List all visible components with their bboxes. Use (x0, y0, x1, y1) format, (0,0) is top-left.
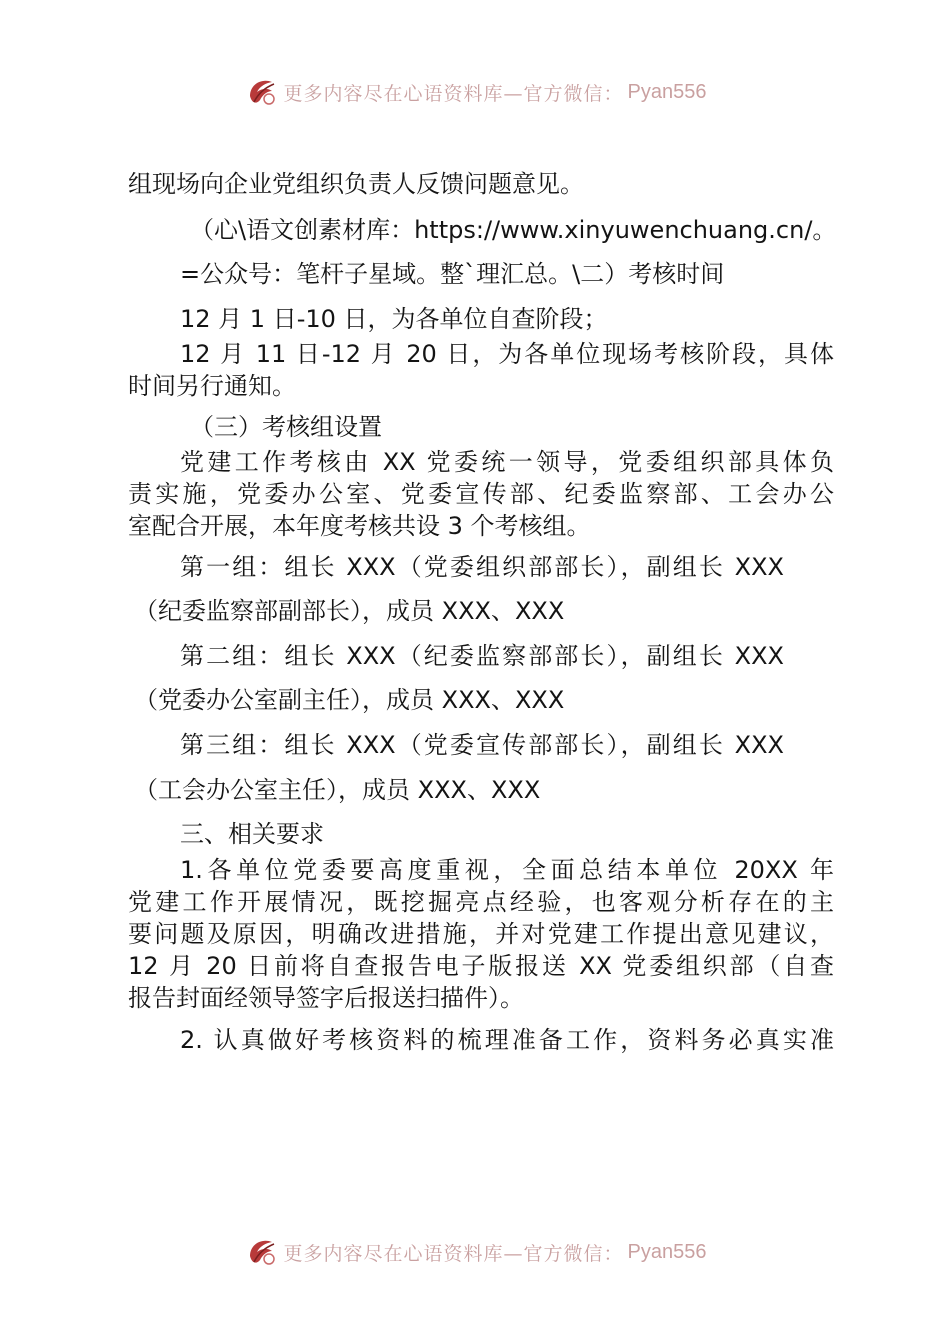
footer-watermark (0, 1232, 950, 1272)
text-line: 第二组：组长 XXX（纪委监察部部长），副组长 XXX (180, 642, 784, 670)
text-line: 要问题及原因，明确改进措施，并对党建工作提出意见建议， (128, 920, 834, 948)
text-line: 12 月 1 日-10 日，为各单位自查阶段； (180, 305, 608, 333)
text-line: 党建工作开展情况，既挖掘亮点经验，也客观分析存在的主 (128, 888, 834, 916)
text-line: 组现场向企业党组织负责人反馈问题意见。 (128, 170, 584, 198)
text-line: （纪委监察部副部长），成员 XXX、XXX (134, 597, 565, 625)
text-line: （工会办公室主任），成员 XXX、XXX (134, 776, 541, 804)
watermark-text: 更多内容尽在心语资料库—官方微信： (283, 1242, 624, 1265)
watermark-text: 更多内容尽在心语资料库—官方微信： (283, 82, 624, 105)
text-line: 报告封面经领导签字后报送扫描件）。 (128, 984, 524, 1012)
quill-swirl-icon (244, 1234, 280, 1270)
text-line: 1.各单位党委要高度重视，全面总结本单位 20XX 年 (180, 856, 834, 884)
text-line: （三）考核组设置 (190, 413, 382, 441)
text-line: 党建工作考核由 XX 党委统一领导，党委组织部具体负 (180, 448, 834, 476)
text-line: 第三组：组长 XXX（党委宣传部部长），副组长 XXX (180, 731, 784, 759)
text-line: 12 月 20 日前将自查报告电子版报送 XX 党委组织部（自查 (128, 952, 834, 980)
text-line: 室配合开展，本年度考核共设 3 个考核组。 (128, 512, 591, 540)
watermark-wechat-id: Pyan556 (627, 80, 707, 103)
text-line: 12 月 11 日-12 月 20 日，为各单位现场考核阶段，具体 (180, 340, 834, 368)
text-line: 第一组：组长 XXX（党委组织部部长），副组长 XXX (180, 553, 784, 581)
text-line: （心\语文创素材库：https://www.xinyuwenchuang.cn/。 (190, 216, 837, 244)
text-line: 时间另行通知。 (128, 372, 296, 400)
text-line: （党委办公室副主任），成员 XXX、XXX (134, 686, 565, 714)
watermark-wechat-id: Pyan556 (627, 1240, 707, 1263)
section-heading: 三、相关要求 (180, 820, 324, 848)
text-line: =公众号：笔杆子星域。整`理汇总。\二）考核时间 (180, 260, 725, 288)
text-line: 责实施，党委办公室、党委宣传部、纪委监察部、工会办公 (128, 480, 834, 508)
text-line: 2. 认真做好考核资料的梳理准备工作，资料务必真实准 (180, 1026, 834, 1054)
